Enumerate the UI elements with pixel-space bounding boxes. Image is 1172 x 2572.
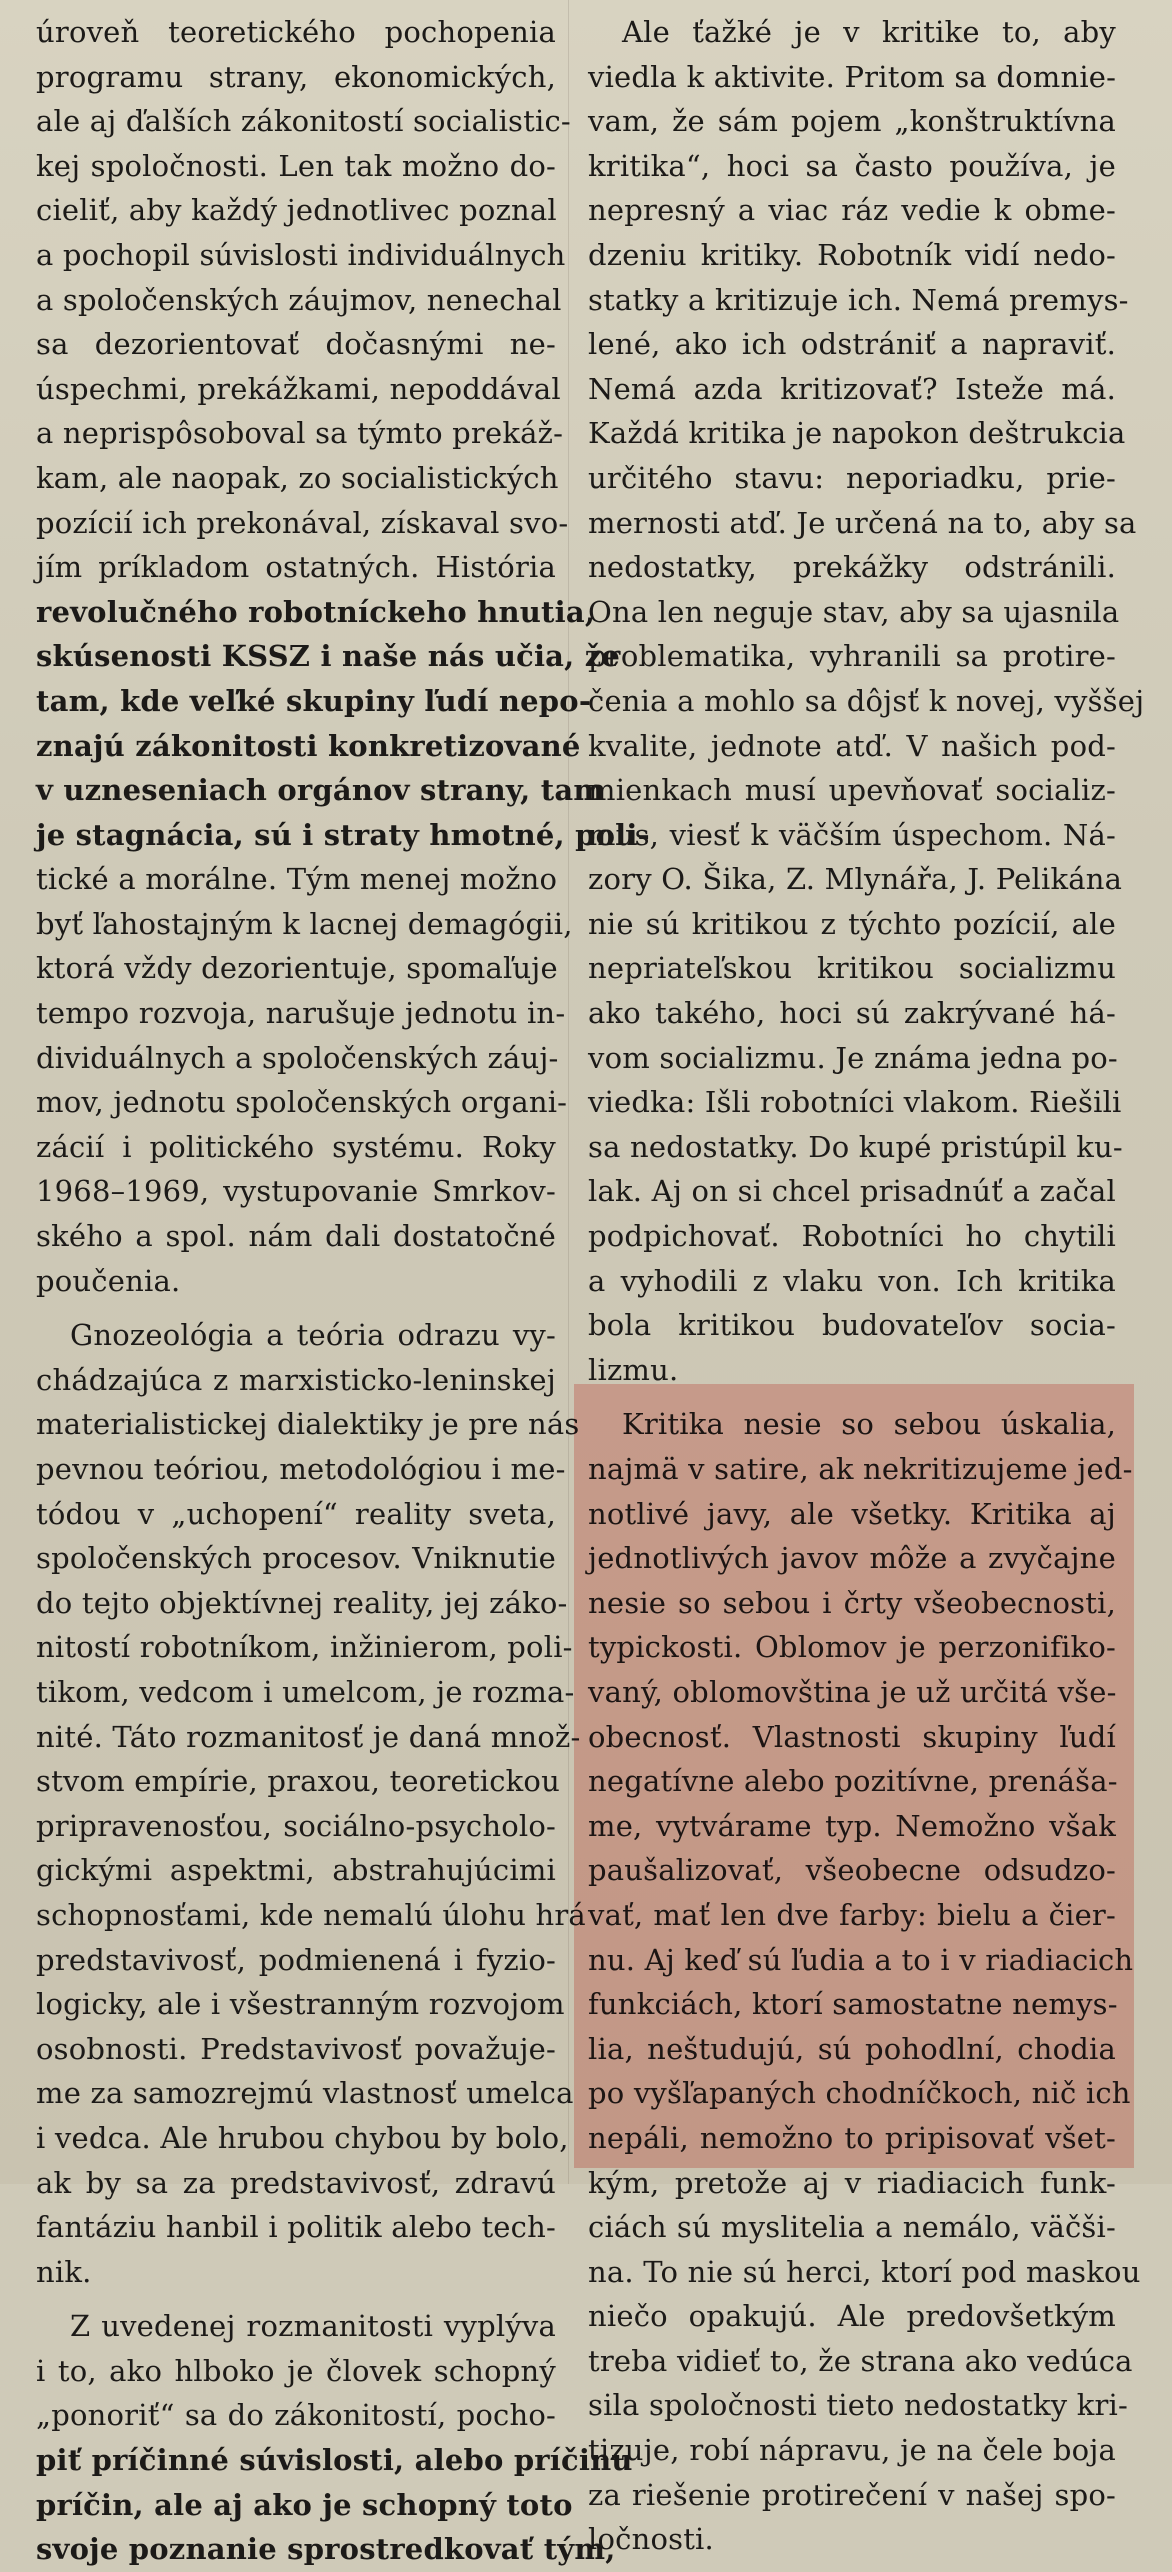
text-line: vať, mať len dve farby: bielu a čier- <box>588 1897 1116 1932</box>
text-line: nepáli, nemožno to pripisovať všet- <box>588 2120 1116 2155</box>
text-line: do tejto objektívnej reality, jej záko- <box>36 1585 568 1620</box>
text-line: a vyhodili z vlaku von. Ich kritika <box>588 1263 1116 1298</box>
text-line: najmä v satire, ak nekritizujeme jed- <box>588 1452 1133 1486</box>
text-line: pevnou teóriou, metodológiou i me- <box>36 1452 566 1486</box>
text-line: je stagnácia, sú i straty hmotné, poli- <box>36 817 650 852</box>
text-line: a spoločenských záujmov, nenechal <box>36 282 562 317</box>
text-line: nesie so sebou i črty všeobecnosti, <box>588 1585 1116 1620</box>
text-line: cieliť, aby každý jednotlivec poznal <box>36 193 557 228</box>
text-line: i to, ako hlboko je človek schopný <box>36 2353 556 2388</box>
text-line: zácií i politického systému. Roky <box>36 1129 556 1164</box>
text-line: ale aj ďalších zákonitostí socialistic- <box>36 104 571 139</box>
text-line: kvalite, jednote atď. V našich pod- <box>588 728 1116 763</box>
text-line: a pochopil súvislosti individuálnych <box>36 237 566 272</box>
text-line: ak by sa za predstavivosť, zdravú <box>36 2165 556 2200</box>
text-line: obecnosť. Vlastnosti skupiny ľudí <box>588 1719 1116 1754</box>
text-line: Každá kritika je napokon deštrukcia <box>588 416 1126 451</box>
text-line: 1968–1969, vystupovanie Smrkov- <box>36 1174 556 1209</box>
text-line: tempo rozvoja, narušuje jednotu in- <box>36 996 566 1031</box>
text-line: nik. <box>36 2254 92 2289</box>
text-line: dividuálnych a spoločenských záuj- <box>36 1040 559 1075</box>
text-line: úroveň teoretického pochopenia <box>36 15 556 49</box>
text-line: svoje poznanie sprostredkovať tým, <box>36 2532 616 2567</box>
text-line: pripravenosťou, sociálno-psycholo- <box>36 1808 556 1843</box>
text-line: bola kritikou budovateľov socia- <box>588 1308 1116 1343</box>
text-line: Kritika nesie so sebou úskalia, <box>622 1407 1116 1442</box>
text-line: jím príkladom ostatných. História <box>36 550 556 585</box>
text-line: mus, viesť k väčším úspechom. Ná- <box>588 817 1116 852</box>
text-line: kým, pretože aj v riadiacich funk- <box>588 2165 1116 2200</box>
text-line: sa dezorientovať dočasnými ne- <box>36 327 556 362</box>
text-line: programu strany, ekonomických, <box>36 59 556 94</box>
text-line: znajú zákonitosti konkretizované <box>36 728 581 763</box>
text-line: ského a spol. nám dali dostatočné <box>36 1219 556 1254</box>
text-line: vaný, oblomovština je už určitá vše- <box>588 1674 1117 1709</box>
text-line: materialistickej dialektiky je pre nás <box>36 1407 580 1442</box>
text-line: za riešenie protirečení v našej spo- <box>588 2477 1116 2512</box>
text-line: ciách sú myslitelia a nemálo, väčši- <box>588 2210 1116 2245</box>
text-line: tizuje, robí nápravu, je na čele boja <box>588 2433 1116 2468</box>
text-line: lizmu. <box>588 1352 679 1387</box>
text-line: Nemá azda kritizovať? Isteže má. <box>588 371 1116 406</box>
text-line: nu. Aj keď sú ľudia a to i v riadiacich <box>588 1942 1134 1977</box>
text-line: statky a kritizuje ich. Nemá premys- <box>588 282 1129 317</box>
text-line: jednotlivých javov môže a zvyčajne <box>588 1541 1116 1576</box>
text-line: nedostatky, prekážky odstránili. <box>588 550 1116 585</box>
column-divider <box>568 0 569 2184</box>
text-line: chádzajúca z marxisticko-leninskej <box>36 1362 556 1397</box>
text-line: vom socializmu. Je známa jedna po- <box>588 1040 1118 1075</box>
text-line: predstavivosť, podmienená i fyzio- <box>36 1942 556 1977</box>
text-line: príčin, ale aj ako je schopný toto <box>36 2487 573 2522</box>
text-line: vam, že sám pojem „konštruktívna <box>588 104 1116 139</box>
text-line: fantáziu hanbil i politik alebo tech- <box>36 2210 556 2245</box>
text-line: a neprispôsoboval sa týmto prekáž- <box>36 416 564 451</box>
text-line: tam, kde veľké skupiny ľudí nepo- <box>36 683 592 718</box>
text-line: tické a morálne. Tým menej možno <box>36 862 558 897</box>
text-line: „ponoriť“ sa do zákonitostí, pocho- <box>36 2398 556 2433</box>
text-line: logicky, ale i všestranným rozvojom <box>36 1987 565 2022</box>
text-line: lak. Aj on si chcel prisadnúť a začal <box>588 1174 1116 1209</box>
text-line: kam, ale naopak, zo socialistických <box>36 460 559 495</box>
text-line: schopnosťami, kde nemalú úlohu hrá <box>36 1897 586 1932</box>
text-line: úspechmi, prekážkami, nepoddával <box>36 371 561 406</box>
text-line: funkciách, ktorí samostatne nemys- <box>588 1987 1118 2022</box>
text-line: mienkach musí upevňovať socializ- <box>588 773 1116 808</box>
text-line: ločnosti. <box>588 2522 714 2557</box>
text-line: byť ľahostajným k lacnej demagógii, <box>36 906 573 941</box>
text-line: Z uvedenej rozmanitosti vyplýva <box>70 2309 556 2344</box>
text-line: v uzneseniach orgánov strany, tam <box>36 773 605 808</box>
text-line: osobnosti. Predstavivosť považuje- <box>36 2031 556 2066</box>
text-line: nie sú kritikou z týchto pozícií, ale <box>588 906 1116 941</box>
text-line: skúsenosti KSSZ i naše nás učia, že <box>36 639 621 674</box>
text-line: nepriateľskou kritikou socializmu <box>588 951 1116 986</box>
text-line: kej spoločnosti. Len tak možno do- <box>36 148 556 183</box>
text-line: Ale ťažké je v kritike to, aby <box>622 15 1116 49</box>
text-line: notlivé javy, ale všetky. Kritika aj <box>588 1496 1116 1531</box>
text-line: po vyšľapaných chodníčkoch, nič ich <box>588 2076 1131 2111</box>
text-line: ktorá vždy dezorientuje, spomaľuje <box>36 951 558 986</box>
text-line: kritika“, hoci sa často používa, je <box>588 148 1116 183</box>
text-line: nité. Táto rozmanitosť je daná množ- <box>36 1719 581 1754</box>
text-line: poučenia. <box>36 1263 181 1298</box>
text-line: sila spoločnosti tieto nedostatky kri- <box>588 2388 1129 2423</box>
text-line: na. To nie sú herci, ktorí pod maskou <box>588 2254 1141 2289</box>
text-line: Gnozeológia a teória odrazu vy- <box>70 1318 556 1353</box>
text-line: negatívne alebo pozitívne, prenáša- <box>588 1764 1118 1799</box>
paragraph-spacer <box>36 2294 556 2304</box>
text-line: me za samozrejmú vlastnosť umelca <box>36 2076 574 2111</box>
text-line: Ona len neguje stav, aby sa ujasnila <box>588 594 1120 629</box>
text-line: určitého stavu: neporiadku, prie- <box>588 460 1116 495</box>
text-line: paušalizovať, všeobecne odsudzo- <box>588 1853 1116 1888</box>
right-text-column <box>588 10 1145 2562</box>
text-line: typickosti. Oblomov je perzonifiko- <box>588 1630 1116 1665</box>
text-line: podpichovať. Robotníci ho chytili <box>588 1219 1116 1254</box>
text-line: piť príčinné súvislosti, alebo príčinu <box>36 2443 633 2478</box>
text-line: lené, ako ich odstrániť a napraviť. <box>588 327 1116 362</box>
text-line: niečo opakujú. Ale predovšetkým <box>588 2299 1116 2334</box>
text-line: sa nedostatky. Do kupé pristúpil ku- <box>588 1129 1123 1164</box>
paragraph-spacer <box>36 1303 556 1313</box>
text-line: problematika, vyhranili sa protire- <box>588 639 1116 674</box>
text-line: nitostí robotníkom, inžinierom, poli- <box>36 1630 573 1665</box>
text-line: gickými aspektmi, abstrahujúcimi <box>36 1853 556 1888</box>
text-line: revolučného robotníckeho hnutia, <box>36 594 596 629</box>
text-line: tikom, vedcom i umelcom, je rozma- <box>36 1674 575 1709</box>
text-line: pozícií ich prekonával, získaval svo- <box>36 505 569 540</box>
text-line: čenia a mohlo sa dôjsť k novej, vyššej <box>588 683 1145 718</box>
text-line: mov, jednotu spoločenských organi- <box>36 1085 568 1120</box>
text-line: viedla k aktivite. Pritom sa domnie- <box>588 59 1117 94</box>
text-line: viedka: Išli robotníci vlakom. Riešili <box>588 1085 1122 1120</box>
text-line: me, vytvárame typ. Nemožno však <box>588 1808 1116 1843</box>
text-line: tódou v „uchopení“ reality sveta, <box>36 1496 556 1531</box>
text-line: mernosti atď. Je určená na to, aby sa <box>588 505 1137 540</box>
text-line: zory O. Šika, Z. Mlynářa, J. Pelikána <box>588 862 1123 897</box>
text-line: i vedca. Ale hrubou chybou by bolo, <box>36 2120 569 2155</box>
text-line: lia, neštudujú, sú pohodlní, chodia <box>588 2031 1116 2066</box>
paragraph-spacer <box>588 1392 1116 1402</box>
text-line: spoločenských procesov. Vniknutie <box>36 1541 556 1576</box>
text-line: stvom empírie, praxou, teoretickou <box>36 1764 560 1799</box>
text-line: nepresný a viac ráz vedie k obme- <box>588 193 1116 228</box>
text-line: ako takého, hoci sú zakrývané há- <box>588 996 1116 1031</box>
text-line: dzeniu kritiky. Robotník vidí nedo- <box>588 237 1116 272</box>
text-line: treba vidieť to, že strana ako vedúca <box>588 2343 1133 2378</box>
